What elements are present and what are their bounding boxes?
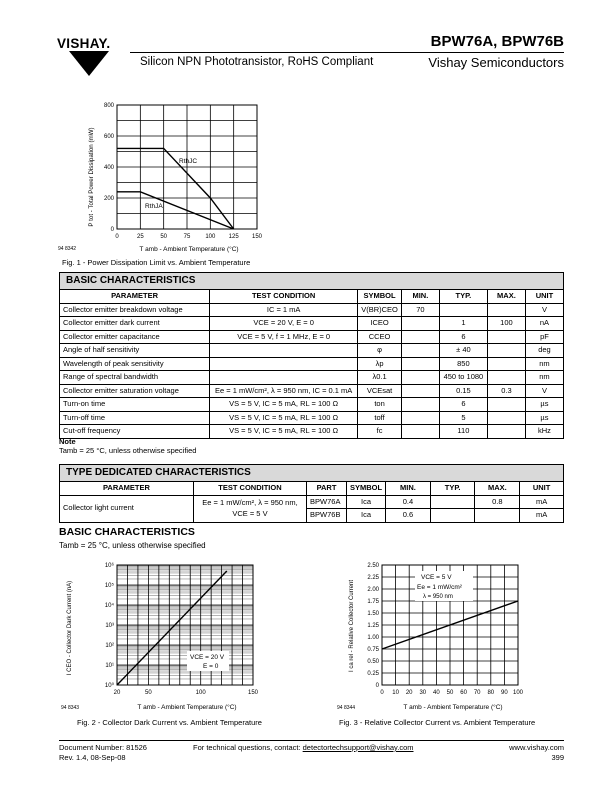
logo-triangle-icon: [57, 51, 121, 77]
cell: [487, 330, 525, 344]
header-cell: PARAMETER: [60, 290, 210, 304]
header-cell: UNIT: [525, 290, 563, 304]
fig2-ylabel: I CEO - Collector Dark Current (nA): [67, 580, 73, 676]
y-tick-label: 10⁰: [104, 683, 114, 689]
table-row: [60, 398, 564, 412]
table-row: [60, 371, 564, 385]
cell: [487, 371, 525, 385]
contact-line: [193, 743, 414, 752]
revision: Rev. 1.4, 08-Sep-08: [59, 753, 126, 762]
table-row: [60, 425, 564, 439]
cell: [487, 398, 525, 412]
cell: V(BR)CEO: [358, 303, 402, 317]
y-tick-label: 10⁵: [104, 583, 114, 589]
y-tick-label: 1.50: [367, 611, 379, 617]
cell: 5: [439, 411, 487, 425]
x-tick-label: 70: [473, 690, 481, 696]
cell: mA: [520, 509, 564, 523]
fig2-chart: [59, 558, 279, 718]
cell: [401, 384, 439, 398]
x-tick-label: 75: [183, 234, 191, 240]
section2-sub: Tamb = 25 °C, unless otherwise specified: [59, 541, 206, 550]
basic-characteristics-table: [59, 272, 564, 439]
basic-header-row: [60, 290, 564, 304]
x-tick-label: 25: [136, 234, 144, 240]
typed-condition: [193, 495, 306, 522]
basic-table-title: BASIC CHARACTERISTICS: [60, 273, 564, 290]
cell: [487, 303, 525, 317]
x-tick-label: 40: [433, 690, 440, 696]
cell: 100: [487, 317, 525, 331]
fig1-label-rthja: RthJA: [145, 203, 163, 210]
header-cell: MIN.: [401, 290, 439, 304]
header-cell: PART: [307, 482, 347, 496]
header-cell: SYMBOL: [358, 290, 402, 304]
cell: CCEO: [358, 330, 402, 344]
fig1-xlabel: T amb - Ambient Temperature (°C): [139, 246, 239, 253]
fig2-legend1: VCE = 20 V: [190, 654, 225, 661]
subtitle: Silicon NPN Phototransistor, RoHS Compliant: [140, 56, 374, 68]
cell: [430, 495, 475, 509]
cell: [210, 371, 358, 385]
series-line-1: [117, 192, 234, 229]
y-tick-label: 0.50: [367, 659, 379, 665]
note-title: Note: [59, 437, 76, 446]
x-tick-label: 0: [380, 690, 384, 696]
fig2-code: 94 8343: [61, 705, 80, 711]
fig2-xlabel: T amb - Ambient Temperature (°C): [137, 704, 237, 711]
cell: VS = 5 V, IC = 5 mA, RL = 100 Ω: [210, 411, 358, 425]
table-row: [60, 317, 564, 331]
cell: [401, 371, 439, 385]
cell: Ica: [346, 495, 385, 509]
cell: Collector emitter capacitance: [60, 330, 210, 344]
header-rule: [130, 52, 564, 53]
cell: [487, 425, 525, 439]
type-dedicated-table: [59, 464, 564, 523]
fig2-caption: Fig. 2 - Collector Dark Current vs. Ambient Temperature: [77, 718, 262, 727]
cell: 110: [439, 425, 487, 439]
cell: 6: [439, 330, 487, 344]
table-row: [60, 330, 564, 344]
cell: 850: [439, 357, 487, 371]
y-tick-label: 0.75: [367, 647, 379, 653]
cell: pF: [525, 330, 563, 344]
cell: 0.15: [439, 384, 487, 398]
cell: VS = 5 V, IC = 5 mA, RL = 100 Ω: [210, 425, 358, 439]
cell: Turn-on time: [60, 398, 210, 412]
fig3-chart: [335, 558, 545, 718]
cell: 450 to 1080: [439, 371, 487, 385]
table-row: [60, 344, 564, 358]
y-tick-label: 10²: [105, 643, 114, 649]
vishay-logo: [57, 36, 121, 78]
y-tick-label: 10⁴: [104, 603, 114, 609]
x-tick-label: 20: [113, 690, 121, 696]
cell: nA: [525, 317, 563, 331]
cell: Cut-off frequency: [60, 425, 210, 439]
note-text: Tamb = 25 °C, unless otherwise specified: [59, 446, 197, 455]
table-row: [60, 357, 564, 371]
x-tick-label: 50: [160, 234, 168, 240]
x-tick-label: 10: [392, 690, 399, 696]
cell: λ0.1: [358, 371, 402, 385]
fig3-legend2: Ee = 1 mW/cm²: [417, 584, 462, 591]
x-tick-label: 100: [195, 690, 206, 696]
header-cell: TYP.: [439, 290, 487, 304]
fig3-code: 94 8344: [337, 705, 356, 711]
fig2-legend2: E = 0: [203, 663, 219, 670]
fig3-caption: Fig. 3 - Relative Collector Current vs. Ambient Temperature: [339, 718, 536, 727]
table-row: [60, 384, 564, 398]
cell: [210, 344, 358, 358]
cell: V: [525, 384, 563, 398]
cell: ICEO: [358, 317, 402, 331]
y-tick-label: 400: [103, 165, 114, 171]
header-cell: TEST CONDITION: [210, 290, 358, 304]
cell: 0.4: [386, 495, 431, 509]
x-tick-label: 50: [446, 690, 454, 696]
fig1-chart: [55, 95, 285, 257]
cell: [210, 357, 358, 371]
y-tick-label: 2.50: [367, 563, 379, 569]
cell: Collector emitter breakdown voltage: [60, 303, 210, 317]
x-tick-label: 150: [251, 234, 263, 240]
fig3-legend1: VCE = 5 V: [421, 574, 452, 581]
x-tick-label: 20: [405, 690, 413, 696]
cell: nm: [525, 371, 563, 385]
header-cell: PARAMETER: [60, 482, 194, 496]
cell: deg: [525, 344, 563, 358]
cell: [475, 509, 520, 523]
cell: mA: [520, 495, 564, 509]
cell: [439, 303, 487, 317]
section2-title: BASIC CHARACTERISTICS: [59, 526, 195, 538]
cell: λp: [358, 357, 402, 371]
cell: VS = 5 V, IC = 5 mA, RL = 100 Ω: [210, 398, 358, 412]
cell: Ee = 1 mW/cm², λ = 950 nm, IC = 0.1 mA: [210, 384, 358, 398]
cell: µs: [525, 398, 563, 412]
table-row: [60, 303, 564, 317]
typed-param: Collector light current: [60, 495, 194, 522]
x-tick-label: 90: [501, 690, 508, 696]
header-cell: TYP.: [430, 482, 475, 496]
x-tick-label: 100: [205, 234, 216, 240]
cell: BPW76B: [307, 509, 347, 523]
cell: 6: [439, 398, 487, 412]
header-cell: MAX.: [487, 290, 525, 304]
x-tick-label: 60: [460, 690, 467, 696]
x-tick-label: 0: [115, 234, 119, 240]
fig3-legend3: λ = 950 nm: [423, 594, 453, 600]
contact-prefix: For technical questions, contact:: [193, 743, 303, 752]
cell: VCEsat: [358, 384, 402, 398]
cell: BPW76A: [307, 495, 347, 509]
y-tick-label: 0: [110, 227, 114, 233]
cell: Collector emitter dark current: [60, 317, 210, 331]
y-tick-label: 0.25: [367, 671, 379, 677]
x-tick-label: 125: [228, 234, 239, 240]
fig1-code: 94 8342: [58, 246, 77, 252]
header-cell: UNIT: [520, 482, 564, 496]
y-tick-label: 1.75: [367, 599, 379, 605]
header-cell: MIN.: [386, 482, 431, 496]
cell: VCE = 20 V, E = 0: [210, 317, 358, 331]
cell: [401, 344, 439, 358]
footer-rule: [59, 740, 564, 741]
fig3-xlabel: T amb - Ambient Temperature (°C): [403, 704, 503, 711]
cell: [430, 509, 475, 523]
cell: [401, 425, 439, 439]
fig1-ylabel: P tot - Total Power Dissipation (mW): [88, 127, 95, 227]
logo-text: VISHAY.: [57, 36, 111, 51]
cell: [487, 357, 525, 371]
x-tick-label: 100: [512, 690, 524, 696]
y-tick-label: 0: [375, 683, 379, 689]
part-numbers: BPW76A, BPW76B: [430, 33, 564, 50]
cell: IC = 1 mA: [210, 303, 358, 317]
cell: Angle of half sensitivity: [60, 344, 210, 358]
cell: Turn-off time: [60, 411, 210, 425]
cell: [401, 330, 439, 344]
y-tick-label: 1.25: [367, 623, 379, 629]
y-tick-label: 800: [103, 103, 114, 109]
y-tick-label: 10⁶: [104, 563, 114, 569]
fig1-label-rthjc: RthJC: [179, 158, 198, 165]
y-tick-label: 10¹: [105, 663, 114, 669]
header-cell: SYMBOL: [346, 482, 385, 496]
cell: ton: [358, 398, 402, 412]
cell: 1: [439, 317, 487, 331]
cell: ± 40: [439, 344, 487, 358]
cell: [401, 398, 439, 412]
cell: [401, 317, 439, 331]
cell: 70: [401, 303, 439, 317]
cell: φ: [358, 344, 402, 358]
typed-cond2: VCE = 5 V: [232, 508, 268, 518]
website-link[interactable]: www.vishay.com: [509, 743, 564, 752]
contact-email-link[interactable]: detectortechsupport@vishay.com: [302, 743, 414, 752]
x-tick-label: 30: [419, 690, 427, 696]
y-tick-label: 600: [103, 134, 114, 140]
cell: kHz: [525, 425, 563, 439]
cell: Collector emitter saturation voltage: [60, 384, 210, 398]
x-tick-label: 80: [487, 690, 495, 696]
doc-number: Document Number: 81526: [59, 743, 147, 752]
page-number: 399: [551, 753, 564, 762]
cell: [487, 344, 525, 358]
y-tick-label: 1.00: [367, 635, 379, 641]
cell: Wavelength of peak sensitivity: [60, 357, 210, 371]
typed-table-title: TYPE DEDICATED CHARACTERISTICS: [60, 465, 564, 482]
typed-cond1: Ee = 1 mW/cm², λ = 950 nm,: [202, 498, 298, 507]
cell: Range of spectral bandwidth: [60, 371, 210, 385]
x-tick-label: 50: [145, 690, 152, 696]
header-cell: TEST CONDITION: [193, 482, 306, 496]
cell: nm: [525, 357, 563, 371]
x-tick-label: 150: [247, 690, 259, 696]
fig3-ylabel: I ca rel - Relative Collector Current: [349, 579, 355, 673]
cell: 0.8: [475, 495, 520, 509]
cell: fc: [358, 425, 402, 439]
typed-header-row: [60, 482, 564, 496]
cell: toff: [358, 411, 402, 425]
y-tick-label: 2.00: [367, 587, 379, 593]
cell: µs: [525, 411, 563, 425]
company-name: Vishay Semiconductors: [428, 55, 564, 70]
y-tick-label: 2.25: [367, 575, 379, 581]
table-row: [60, 411, 564, 425]
series-line-0: [117, 148, 234, 229]
header-cell: MAX.: [475, 482, 520, 496]
fig1-caption: Fig. 1 - Power Dissipation Limit vs. Ambient Temperature: [62, 258, 251, 267]
table-row: [60, 495, 564, 509]
cell: [401, 411, 439, 425]
y-tick-label: 10³: [105, 623, 114, 629]
cell: [401, 357, 439, 371]
cell: Ica: [346, 509, 385, 523]
cell: VCE = 5 V, f = 1 MHz, E = 0: [210, 330, 358, 344]
y-tick-label: 200: [103, 196, 114, 202]
cell: 0.3: [487, 384, 525, 398]
cell: [487, 411, 525, 425]
cell: V: [525, 303, 563, 317]
cell: 0.6: [386, 509, 431, 523]
